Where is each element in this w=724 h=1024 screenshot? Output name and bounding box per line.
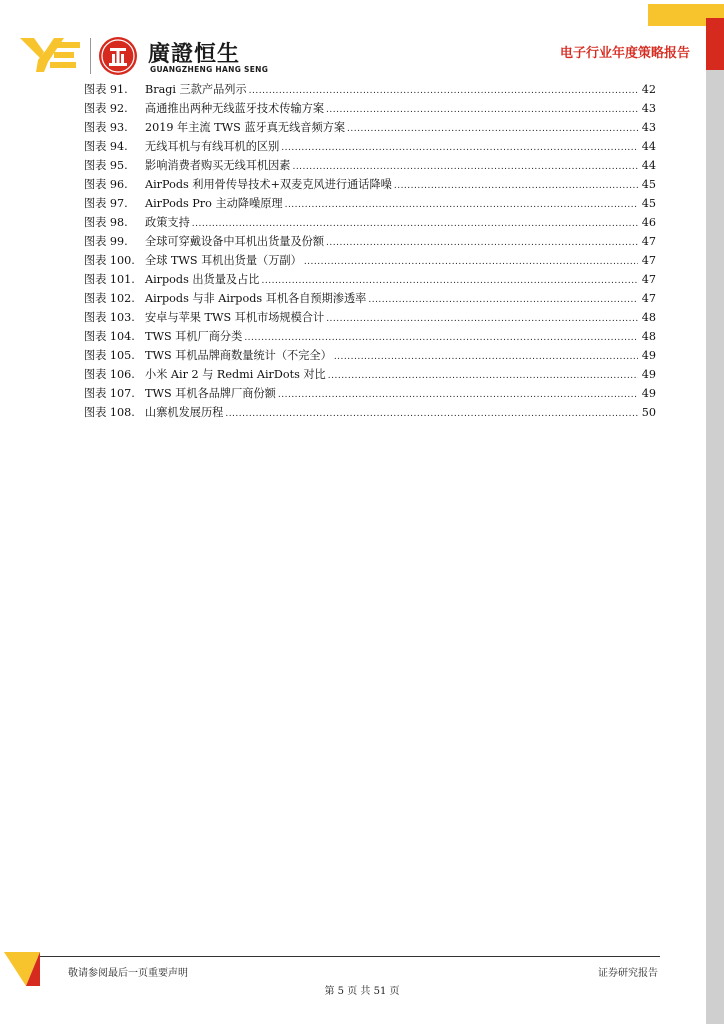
toc-entry-page: 47 (641, 235, 656, 248)
toc-entry-title: 全球可穿戴设备中耳机出货量及份额 (145, 235, 325, 248)
toc-entry[interactable] (84, 270, 656, 289)
toc-entry[interactable] (84, 384, 656, 403)
toc-entry[interactable] (84, 99, 656, 118)
toc-entry[interactable] (84, 289, 656, 308)
toc-entry-title: Bragi 三款产品列示 (145, 83, 247, 96)
toc-entry-title: AirPods Pro 主动降噪原理 (145, 197, 283, 210)
toc-entry-label: 图表 97. (84, 197, 128, 210)
toc-entry-title: TWS 耳机厂商分类 (145, 330, 243, 343)
toc-entry[interactable] (84, 365, 656, 384)
toc-leader-dots (368, 291, 638, 310)
header-corner-red-bar (706, 18, 724, 72)
toc-leader-dots (328, 367, 638, 386)
toc-entry[interactable] (84, 346, 656, 365)
toc-entry-label: 图表 103. (84, 311, 135, 324)
toc-entry-page: 44 (641, 159, 656, 172)
toc-entry-page: 43 (641, 121, 656, 134)
brand-name-en: GUANGZHENG HANG SENG (150, 65, 269, 74)
toc-entry[interactable] (84, 403, 656, 422)
footer-page-number: 第 5 页 共 51 页 (324, 986, 400, 997)
brand-name-cn: 廣證恒生 (148, 42, 241, 67)
toc-entry-label: 图表 92. (84, 102, 128, 115)
toc-entry-page: 44 (641, 140, 656, 153)
toc-leader-dots (334, 348, 638, 367)
toc-entry-page: 49 (641, 349, 656, 362)
toc-leader-dots (278, 386, 638, 405)
toc-entry-page: 45 (641, 197, 656, 210)
toc-entry-title: 无线耳机与有线耳机的区别 (145, 140, 280, 153)
toc-leader-dots (326, 101, 638, 120)
toc-entry-page: 47 (641, 292, 656, 305)
toc-entry-title: TWS 耳机品牌商数量统计（不完全） (145, 349, 332, 362)
toc-entry-label: 图表 102. (84, 292, 135, 305)
toc-entry-label: 图表 96. (84, 178, 128, 191)
toc-entry-page: 50 (641, 406, 656, 419)
toc-entry-title: 安卓与苹果 TWS 耳机市场规模合计 (145, 311, 325, 324)
toc-entry-title: 2019 年主流 TWS 蓝牙真无线音频方案 (145, 121, 346, 134)
toc-entry[interactable] (84, 213, 656, 232)
logo-divider (90, 38, 91, 74)
page-side-bar (706, 70, 724, 1024)
toc-entry[interactable] (84, 80, 656, 99)
toc-entry-label: 图表 107. (84, 387, 135, 400)
toc-entry-title: 全球 TWS 耳机出货量（万副） (145, 254, 302, 267)
toc-entry[interactable] (84, 156, 656, 175)
toc-entry-title: 小米 Air 2 与 Redmi AirDots 对比 (145, 368, 326, 381)
toc-entry-title: Airpods 与非 Airpods 耳机各自预期渗透率 (145, 292, 367, 305)
toc-entry[interactable] (84, 118, 656, 137)
toc-entry-title: 影响消费者购买无线耳机因素 (145, 159, 291, 172)
figure-index-list (84, 80, 656, 422)
toc-entry-label: 图表 105. (84, 349, 135, 362)
toc-entry[interactable] (84, 232, 656, 251)
toc-entry-page: 48 (641, 330, 656, 343)
toc-entry-label: 图表 101. (84, 273, 135, 286)
toc-entry[interactable] (84, 327, 656, 346)
toc-entry[interactable] (84, 194, 656, 213)
toc-entry-title: TWS 耳机各品牌厂商份额 (145, 387, 276, 400)
toc-entry-title: 政策支持 (145, 216, 190, 229)
toc-entry-page: 49 (641, 368, 656, 381)
toc-entry-label: 图表 95. (84, 159, 128, 172)
toc-leader-dots (285, 196, 638, 215)
toc-entry-label: 图表 104. (84, 330, 135, 343)
toc-entry-title: AirPods 利用骨传导技术+双麦克风进行通话降噪 (145, 178, 392, 191)
toc-entry-page: 45 (641, 178, 656, 191)
toc-entry-label: 图表 100. (84, 254, 135, 267)
toc-entry-label: 图表 91. (84, 83, 128, 96)
footer-disclaimer: 敬请参阅最后一页重要声明 (68, 968, 188, 979)
toc-entry-title: 高通推出两种无线蓝牙技术传输方案 (145, 102, 325, 115)
toc-leader-dots (326, 234, 638, 253)
toc-entry-label: 图表 93. (84, 121, 128, 134)
toc-entry-title: 山寨机发展历程 (145, 406, 224, 419)
footer-report-type: 证券研究报告 (598, 968, 658, 979)
toc-entry-page: 47 (641, 254, 656, 267)
footer-triangle-icon (4, 952, 40, 986)
toc-entry-page: 48 (641, 311, 656, 324)
toc-entry-page: 49 (641, 387, 656, 400)
toc-entry-label: 图表 108. (84, 406, 135, 419)
toc-leader-dots (347, 120, 638, 139)
toc-entry-page: 47 (641, 273, 656, 286)
report-title: 电子行业年度策略报告 (559, 46, 690, 61)
toc-entry-label: 图表 99. (84, 235, 128, 248)
toc-entry-page: 42 (641, 83, 656, 96)
toc-entry[interactable] (84, 251, 656, 270)
ye-logo-icon (20, 38, 82, 72)
toc-leader-dots (394, 177, 638, 196)
toc-entry[interactable] (84, 308, 656, 327)
toc-entry[interactable] (84, 137, 656, 156)
toc-entry-title: Airpods 出货量及占比 (145, 273, 260, 286)
footer-divider (30, 956, 660, 957)
toc-entry-page: 43 (641, 102, 656, 115)
toc-entry-label: 图表 94. (84, 140, 128, 153)
toc-leader-dots (304, 253, 638, 272)
toc-leader-dots (326, 310, 638, 329)
company-seal-icon (98, 36, 138, 76)
toc-leader-dots (281, 139, 638, 158)
toc-entry[interactable] (84, 175, 656, 194)
toc-entry-label: 图表 106. (84, 368, 135, 381)
toc-leader-dots (225, 405, 638, 424)
toc-entry-page: 46 (641, 216, 656, 229)
toc-entry-label: 图表 98. (84, 216, 128, 229)
